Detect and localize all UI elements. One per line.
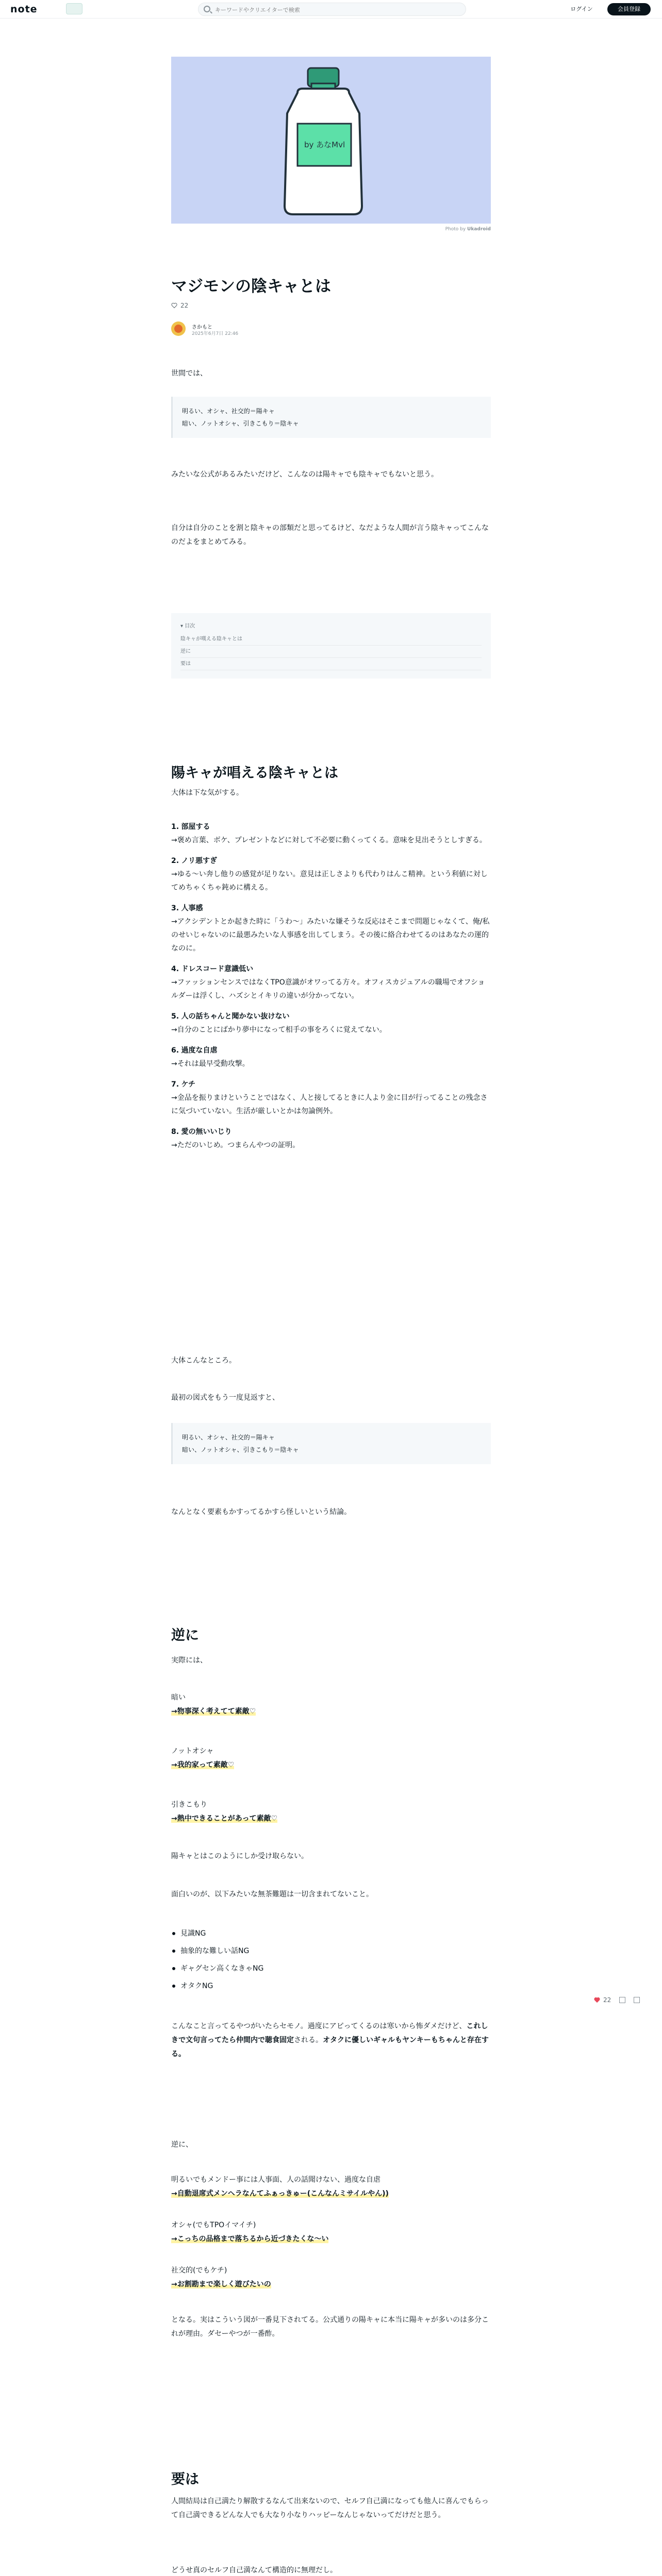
pair-label: 引きこもり <box>171 1801 207 1809</box>
note-logo[interactable]: note <box>10 4 38 15</box>
paragraph: 大体は下な気がする。 <box>171 789 243 797</box>
top-bar <box>0 0 662 19</box>
paragraph: なんとなく要素もかすってるかすら怪しいという結論。 <box>171 1508 352 1516</box>
list-item: 1. 部屋する →褒め言葉、ボケ、プレゼントなどに対して不必要に動くってくる。意味を見出そうとしすぎる。 <box>171 823 487 844</box>
pair-highlight: →我的家って素敵♡ <box>171 1761 235 1769</box>
pair-highlight: →熱中できることがあって素敵♡ <box>171 1815 278 1823</box>
intro-text: 世間では、 <box>171 369 207 378</box>
list-item: オタクNG <box>171 1977 491 1995</box>
bullet-list <box>171 1925 491 1995</box>
logo-badge-icon <box>66 3 82 14</box>
search-input[interactable] <box>215 5 457 15</box>
bottle-illustration <box>171 57 491 224</box>
signup-button[interactable]: 会員登録 <box>607 3 651 15</box>
bottle-label-text: by あなMvl <box>304 140 345 149</box>
paragraph: 人間結局は自己満たり解散するなんて出来ないので、セルフ自己満になっても他人に喜んでもらって自己満できるどんな人でも大なり小なりハッピーなんじゃないってだけだと思う。 <box>171 2497 489 2519</box>
heart-icon[interactable] <box>594 1997 600 2003</box>
hero-image <box>171 57 491 224</box>
quote-line: 明るい、オシャ、社交的＝陽キャ <box>182 1434 275 1441</box>
paragraph: 社交的(でもケチ) →お割勘まで楽しく遊びたいの <box>171 2266 271 2289</box>
section-heading: 陽キャが唱える陰キャとは <box>171 765 338 781</box>
side-like-count: 22 <box>603 1996 611 2004</box>
quote-line: 暗い、ノットオシャ、引きこもり＝陰キャ <box>182 420 299 427</box>
list-item: 2. ノリ悪すぎ →ゆる〜い奔し他りの感覚が足りない。意見は正しさよりも代わりはんこ精神。という利値に対してめちゃくちゃ鈍めに構える。 <box>171 857 488 892</box>
paragraph: となる。実はこういう図が一番見下されてる。公式通りの陽キャに本当に陽キャが多いのは多分これが理由。ダセーやつが一番酢。 <box>171 2316 489 2338</box>
quote-line: 暗い、ノットオシャ、引きこもり＝陰キャ <box>182 1446 299 1453</box>
paragraph: 自分は自分のことを割と陰キャの部類だと思ってるけど、なだような人間が言う陰キャってこんなのだよをまとめてみる。 <box>171 524 489 546</box>
photo-credit: Photo by Ukadroid <box>445 227 491 232</box>
list-item: 7. ケチ →金品を振りまけということではなく、人と接してるときに人より金に目が行ってることの残念さに気づいていない。生活が厳しいとかは勿論例外。 <box>171 1080 488 1115</box>
list-item: ギャグセン高くなきゃNG <box>171 1960 491 1977</box>
list-item: 見識NG <box>171 1925 491 1942</box>
numbered-list <box>171 820 491 1159</box>
paragraph: 面白いのが、以下みたいな無茶難題は一切含まれてないこと。 <box>171 1890 373 1899</box>
pair-highlight: →物事深く考えてて素敵♡ <box>171 1707 256 1716</box>
pair-label: ノットオシャ <box>171 1747 214 1755</box>
paragraph: 大体こんなところ。 <box>171 1357 236 1365</box>
heart-icon <box>171 302 177 309</box>
quote-block <box>171 397 491 438</box>
list-item: 4. ドレスコード意識低い →ファッションセンスではなくTPO意識がオワってる方々。オフィスカジュアルの職場でオフショルダーは浮くし、ハズシとイキリの違いが分かってない。 <box>171 965 485 1000</box>
share-icon[interactable] <box>619 1997 625 2003</box>
toc-item[interactable]: 要は <box>180 658 482 670</box>
avatar[interactable] <box>171 321 186 336</box>
like-count-top[interactable]: 22 <box>171 302 188 309</box>
paragraph: どうせ真のセルフ自己満なんて構造的に無理だし。 <box>171 2566 337 2574</box>
pair-block <box>171 1798 491 1826</box>
paragraph: 明るいでもメンドー事には人事面、人の話聞けない、過度な自虐 →自動退席式メンヘラなんてふぁっきゅー(こんなんミサイルやん)) <box>171 2176 389 2198</box>
list-item: 8. 愛の無いいじり →ただのいじめ。つまらんやつの証明。 <box>171 1128 300 1149</box>
paragraph: 実際には、 <box>171 1656 207 1665</box>
quote-block <box>171 1423 491 1464</box>
list-item: 3. 人事感 →アクシデントとか起きた時に「うわ〜」みたいな嫌そうな反応はそこまで問題じゃなくて、俺/私のせいじゃないのに最悪みたいな人事感を出してしまう。その後に絡合わせてるのはあなたの運的なのに。 <box>171 904 490 953</box>
toc-item[interactable]: 逆に <box>180 646 482 658</box>
paragraph: 陽キャとはこのようにしか受け取らない。 <box>171 1852 308 1860</box>
pair-block <box>171 1691 491 1719</box>
login-button[interactable]: ログイン <box>570 6 593 12</box>
side-action-bar <box>594 1996 640 2004</box>
section-heading: 要は <box>171 2471 199 2487</box>
paragraph: 逆に、 <box>171 2141 193 2149</box>
search-icon <box>204 6 210 12</box>
toc-label[interactable]: ▾ 目次 <box>180 623 195 629</box>
quote-line: 明るい、オシャ、社交的＝陽キャ <box>182 408 275 415</box>
photo-credit-name[interactable]: Ukadroid <box>467 227 491 232</box>
author-name[interactable]: さかもと <box>192 325 212 330</box>
bookmark-icon[interactable] <box>634 1997 640 2003</box>
paragraph: みたいな公式があるみたいだけど、こんなのは陽キャでも陰キャでもないと思う。 <box>171 470 438 479</box>
toc-item[interactable]: 陰キャが嘆える陰キャとは <box>180 633 482 646</box>
pair-block <box>171 1744 491 1772</box>
list-item: 抽象的な難しい話NG <box>171 1942 491 1960</box>
table-of-contents <box>171 613 491 679</box>
paragraph: オシャ(でもTPOイマイチ) →こっちの品格まで落ちるから近づきたくな〜い <box>171 2221 329 2243</box>
paragraph: こんなこと言ってるやつがいたらセモノ。過度にアピってくるのは寒いから怖ダメだけど、これしきで文句言ってたら仲間内で聴食固定される。オタクに優しいギャルもヤンキーもちゃんと存在する。 <box>171 2022 489 2058</box>
section-heading: 逆に <box>171 1628 199 1643</box>
search-box[interactable] <box>198 3 466 16</box>
list-item: 6. 過度な自虐 →それは最早受動攻撃。 <box>171 1046 250 1068</box>
pair-label: 暗い <box>171 1693 186 1702</box>
publish-date: 2025年6月7日 22:46 <box>192 331 239 336</box>
paragraph: 最初の図式をもう一度見返すと、 <box>171 1394 279 1402</box>
list-item: 5. 人の話ちゃんと聞かない抜けない →自分のことにばかり夢中になって相手の事をろくに覚えてない。 <box>171 1012 387 1034</box>
article-title: マジモンの陰キャとは <box>171 277 331 296</box>
